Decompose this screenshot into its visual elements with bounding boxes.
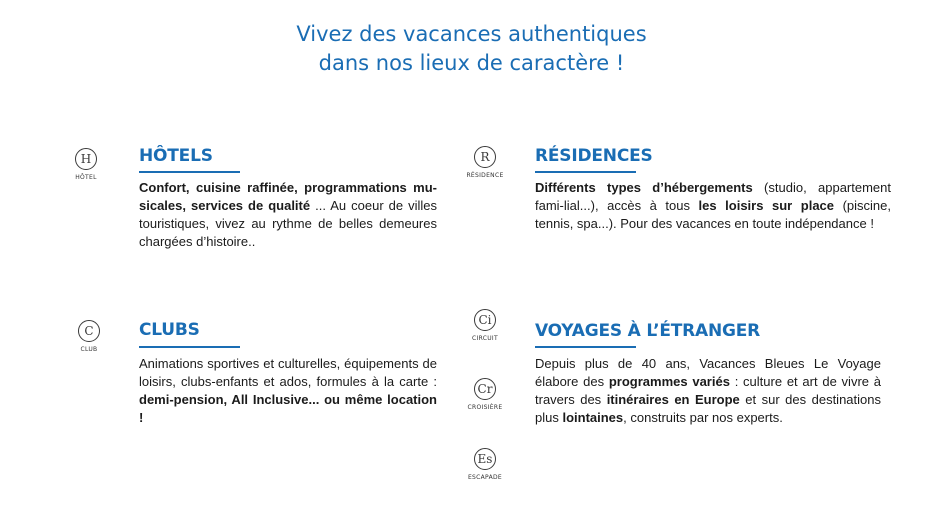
voyages-title: VOYAGES À L’ÉTRANGER (535, 321, 761, 341)
circuit-badge-caption: CIRCUIT (472, 335, 498, 342)
escapade-badge (455, 448, 515, 481)
residences-desc-bold-1: Différents types d’hébergements (535, 180, 753, 195)
residences-desc-text-2: (piscine, tennis, spa...). Pour des vacances en toute indépendance ! (535, 198, 891, 231)
residences-title: RÉSIDENCES (535, 146, 653, 166)
residences-title-rule (535, 171, 636, 173)
escapade-badge-caption: ESCAPADE (467, 474, 503, 481)
hotel-badge (56, 148, 116, 181)
club-letter-icon: C (78, 320, 100, 342)
clubs-desc-text-1: Animations sportives et culturelles, équipements de loisirs, clubs-enfants et ados, formules à la carte : (139, 356, 437, 389)
residence-badge-caption: RÉSIDENCE (466, 172, 504, 179)
croisiere-letter-icon: Cr (474, 378, 496, 400)
clubs-desc-bold-1: demi-pension, All Inclusive... ou même location ! (139, 392, 437, 425)
residences-description (535, 179, 891, 233)
voyages-desc-bold-2: itinéraires en Europe (606, 392, 740, 407)
hotels-title-rule (139, 171, 240, 173)
hotels-description (139, 179, 437, 251)
voyages-title-rule (535, 346, 636, 348)
headline-line-1: Vivez des vacances authentiques (296, 22, 647, 46)
residences-desc-text-1: (studio, appartement fami-lial...), accès à tous (535, 180, 891, 213)
club-badge-caption: CLUB (80, 346, 98, 353)
voyages-desc-text-2: : culture et art de vivre à travers des (535, 374, 881, 407)
hotels-desc-text-1: ... Au coeur de villes touristiques, vivez au rythme de belles demeures chargées d’histoire.. (139, 198, 438, 249)
voyages-desc-text-4: , construits par nos experts. (623, 410, 783, 425)
headline-line-2: dans nos lieux de caractère ! (318, 51, 625, 75)
circuit-letter-icon: Ci (474, 309, 496, 331)
club-badge (59, 320, 119, 353)
clubs-title-rule (139, 346, 240, 348)
hotel-badge-caption: HÔTEL (75, 174, 97, 181)
residence-badge (455, 146, 515, 179)
circuit-badge (455, 309, 515, 342)
residences-desc-bold-2: les loisirs sur place (698, 198, 835, 213)
voyages-description (535, 355, 881, 427)
escapade-letter-icon: Es (474, 448, 496, 470)
hotel-letter-icon: H (75, 148, 97, 170)
voyages-desc-text-1: Depuis plus de 40 ans, Vacances Bleues Le Voyage élabore des (535, 356, 881, 389)
clubs-description (139, 355, 437, 427)
residence-letter-icon: R (474, 146, 496, 168)
hotels-desc-bold-1: Confort, cuisine raffinée, programmations mu-sicales, services de qualité (139, 180, 437, 213)
hotels-title: HÔTELS (139, 146, 213, 166)
croisiere-badge-caption: CROISIÈRE (467, 404, 503, 411)
croisiere-badge (455, 378, 515, 411)
voyages-desc-text-3: et sur des destinations plus (535, 392, 881, 425)
page-headline (0, 20, 943, 78)
voyages-desc-bold-1: programmes variés (608, 374, 730, 389)
voyages-desc-bold-3: lointaines (562, 410, 624, 425)
clubs-title: CLUBS (139, 320, 200, 340)
